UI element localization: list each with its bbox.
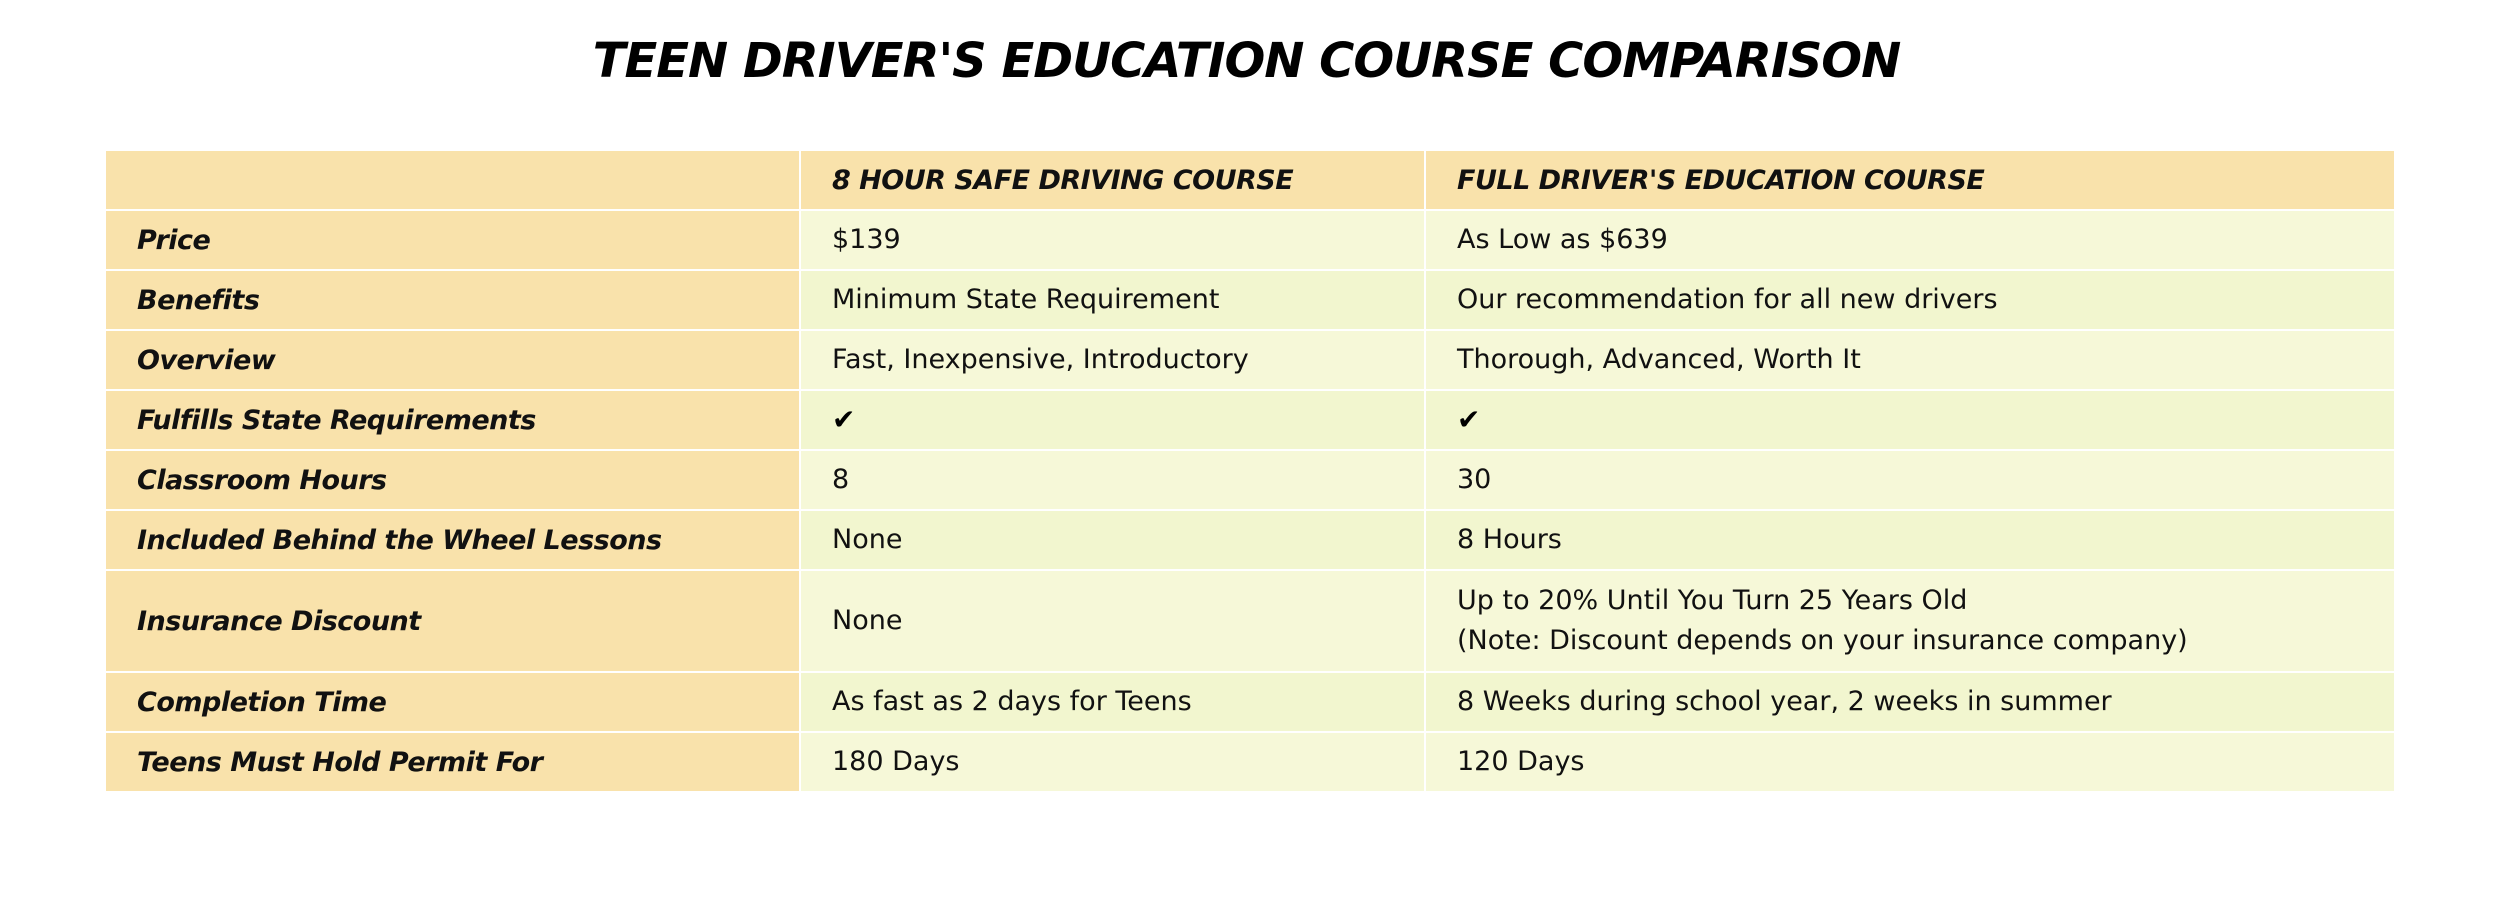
cell-full-course: As Low as $639: [1425, 210, 2395, 270]
table-row-insurance-discount: [105, 570, 2395, 672]
table-row-classroom-hours: [105, 450, 2395, 510]
row-label: Completion Time: [105, 672, 800, 732]
checkmark-icon: ✔: [1457, 402, 1481, 436]
row-label: Classroom Hours: [105, 450, 800, 510]
row-label: Included Behind the Wheel Lessons: [105, 510, 800, 570]
row-label: Benefits: [105, 270, 800, 330]
cell-8-hour-course: 180 Days: [800, 732, 1425, 792]
table-row-price: [105, 210, 2395, 270]
cell-full-course: 30: [1425, 450, 2395, 510]
cell-8-hour-course: As fast as 2 days for Teens: [800, 672, 1425, 732]
cell-8-hour-course: Minimum State Requirement: [800, 270, 1425, 330]
cell-full-course: [1425, 390, 2395, 450]
cell-8-hour-course: [800, 390, 1425, 450]
table-row-permit-duration: [105, 732, 2395, 792]
row-label: Teens Must Hold Permit For: [105, 732, 800, 792]
insurance-discount-note: (Note: Discount depends on your insurance company): [1457, 625, 2188, 656]
table-row-behind-the-wheel-lessons: [105, 510, 2395, 570]
cell-8-hour-course: Fast, Inexpensive, Introductory: [800, 330, 1425, 390]
cell-full-course: 120 Days: [1425, 732, 2395, 792]
cell-full-course: 8 Hours: [1425, 510, 2395, 570]
checkmark-icon: ✔: [832, 402, 856, 436]
table-row-benefits: [105, 270, 2395, 330]
insurance-discount-line: Up to 20% Until You Turn 25 Years Old: [1457, 585, 1968, 616]
table-row-overview: [105, 330, 2395, 390]
cell-full-course: Thorough, Advanced, Worth It: [1425, 330, 2395, 390]
row-label: Insurance Discount: [105, 570, 800, 672]
cell-8-hour-course: None: [800, 570, 1425, 672]
cell-full-course: 8 Weeks during school year, 2 weeks in summer: [1425, 672, 2395, 732]
table-corner-cell: [105, 150, 800, 210]
row-label: Price: [105, 210, 800, 270]
comparison-table: [104, 149, 2396, 793]
table-row-fulfills-state-requirements: [105, 390, 2395, 450]
cell-full-course: [1425, 570, 2395, 672]
cell-8-hour-course: None: [800, 510, 1425, 570]
cell-8-hour-course: $139: [800, 210, 1425, 270]
column-header-8-hour-course: 8 HOUR SAFE DRIVING COURSE: [800, 150, 1425, 210]
row-label: Fulfills State Requirements: [105, 390, 800, 450]
cell-full-course: Our recommendation for all new drivers: [1425, 270, 2395, 330]
row-label: Overview: [105, 330, 800, 390]
table-row-completion-time: [105, 672, 2395, 732]
page-title: TEEN DRIVER'S EDUCATION COURSE COMPARISON: [592, 33, 1901, 89]
table-header-row: [105, 150, 2395, 210]
column-header-full-course: FULL DRIVER'S EDUCATION COURSE: [1425, 150, 2395, 210]
cell-8-hour-course: 8: [800, 450, 1425, 510]
